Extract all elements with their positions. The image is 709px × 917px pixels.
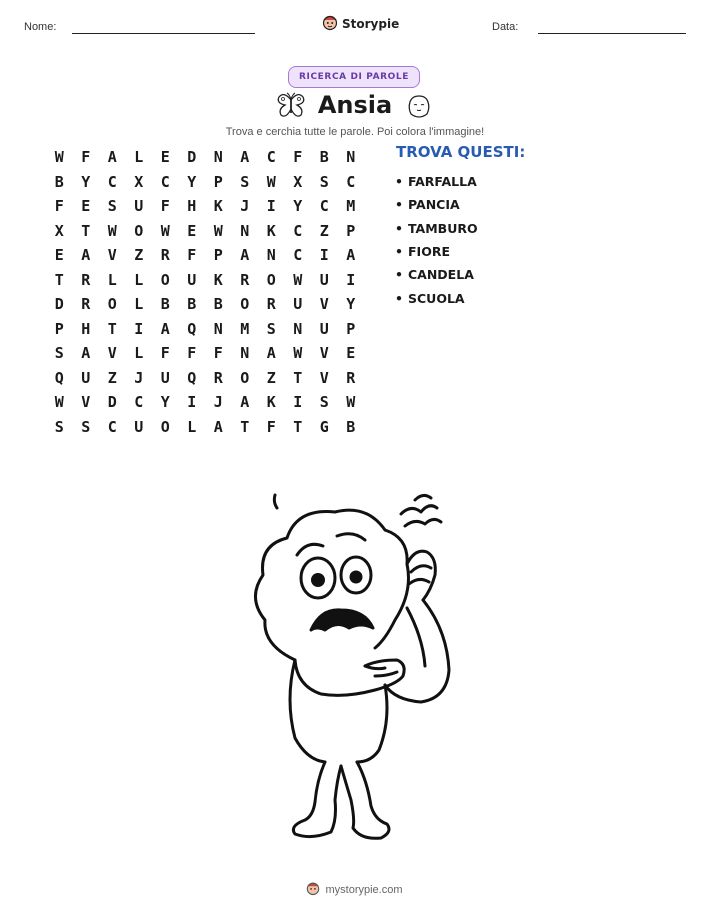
grid-cell[interactable]: L bbox=[134, 344, 144, 363]
grid-cell[interactable]: L bbox=[134, 148, 144, 167]
grid-cell[interactable]: N bbox=[213, 148, 223, 167]
grid-cell[interactable]: O bbox=[240, 295, 250, 314]
date-label: Data: bbox=[492, 21, 519, 33]
grid-cell[interactable]: T bbox=[240, 417, 250, 436]
grid-cell[interactable]: J bbox=[240, 197, 250, 216]
grid-cell[interactable]: S bbox=[54, 417, 64, 436]
grid-cell[interactable]: T bbox=[107, 319, 117, 338]
grid-cell[interactable]: I bbox=[134, 319, 144, 338]
date-line bbox=[538, 33, 686, 34]
grid-cell[interactable]: Z bbox=[107, 368, 117, 387]
grid-cell[interactable]: W bbox=[213, 221, 223, 240]
grid-cell[interactable]: K bbox=[213, 197, 223, 216]
worksheet-type-badge: RICERCA DI PAROLE bbox=[288, 66, 420, 88]
grid-cell[interactable]: U bbox=[160, 368, 170, 387]
grid-cell[interactable]: R bbox=[160, 246, 170, 265]
grid-cell[interactable]: O bbox=[160, 270, 170, 289]
grid-cell[interactable]: B bbox=[54, 172, 64, 191]
grid-cell[interactable]: I bbox=[319, 246, 329, 265]
word-item: • FIORE bbox=[395, 240, 478, 263]
grid-cell[interactable]: I bbox=[346, 270, 356, 289]
grid-cell[interactable]: Q bbox=[54, 368, 64, 387]
grid-cell[interactable]: K bbox=[266, 221, 276, 240]
grid-cell[interactable]: V bbox=[81, 393, 91, 412]
grid-cell[interactable]: S bbox=[319, 393, 329, 412]
grid-cell[interactable]: E bbox=[346, 344, 356, 363]
grid-cell[interactable]: Y bbox=[160, 393, 170, 412]
grid-cell[interactable]: W bbox=[54, 148, 64, 167]
grid-cell[interactable]: V bbox=[319, 368, 329, 387]
grid-cell[interactable]: U bbox=[134, 197, 144, 216]
grid-cell[interactable]: K bbox=[266, 393, 276, 412]
grid-cell[interactable]: R bbox=[213, 368, 223, 387]
grid-cell[interactable]: A bbox=[81, 246, 91, 265]
grid-cell[interactable]: A bbox=[213, 417, 223, 436]
anxious-character-illustration bbox=[225, 480, 515, 860]
grid-cell[interactable]: R bbox=[346, 368, 356, 387]
grid-cell[interactable]: N bbox=[213, 319, 223, 338]
name-label: Nome: bbox=[24, 21, 57, 33]
grid-cell[interactable]: S bbox=[319, 172, 329, 191]
grid-cell[interactable]: R bbox=[81, 270, 91, 289]
grid-cell[interactable]: U bbox=[293, 295, 303, 314]
grid-cell[interactable]: D bbox=[54, 295, 64, 314]
grid-cell[interactable]: C bbox=[107, 172, 117, 191]
grid-cell[interactable]: V bbox=[107, 246, 117, 265]
grid-cell[interactable]: T bbox=[293, 368, 303, 387]
grid-cell[interactable]: N bbox=[293, 319, 303, 338]
footer bbox=[0, 880, 709, 900]
grid-cell[interactable]: I bbox=[266, 197, 276, 216]
grid-cell[interactable]: K bbox=[213, 270, 223, 289]
calm-face-icon bbox=[406, 93, 432, 123]
grid-cell[interactable]: E bbox=[81, 197, 91, 216]
grid-cell[interactable]: P bbox=[54, 319, 64, 338]
grid-cell[interactable]: B bbox=[160, 295, 170, 314]
grid-cell[interactable]: F bbox=[266, 417, 276, 436]
grid-cell[interactable]: S bbox=[54, 344, 64, 363]
grid-cell[interactable]: V bbox=[319, 344, 329, 363]
grid-cell[interactable]: X bbox=[293, 172, 303, 191]
grid-cell[interactable]: Q bbox=[187, 319, 197, 338]
grid-cell[interactable]: Y bbox=[187, 172, 197, 191]
grid-cell[interactable]: P bbox=[346, 221, 356, 240]
grid-cell[interactable]: F bbox=[160, 344, 170, 363]
storypie-logo-icon bbox=[322, 13, 338, 35]
grid-cell[interactable]: N bbox=[240, 344, 250, 363]
grid-cell[interactable]: Z bbox=[319, 221, 329, 240]
grid-cell[interactable]: U bbox=[187, 270, 197, 289]
brand-logo bbox=[322, 13, 399, 35]
grid-cell[interactable]: S bbox=[266, 319, 276, 338]
grid-cell[interactable]: E bbox=[160, 148, 170, 167]
grid-cell[interactable]: L bbox=[134, 295, 144, 314]
storypie-logo-icon bbox=[306, 880, 320, 900]
grid-cell[interactable]: F bbox=[187, 344, 197, 363]
grid-cell[interactable]: I bbox=[187, 393, 197, 412]
grid-cell[interactable]: W bbox=[266, 172, 276, 191]
grid-cell[interactable]: U bbox=[134, 417, 144, 436]
grid-cell[interactable]: W bbox=[293, 270, 303, 289]
grid-cell[interactable]: C bbox=[134, 393, 144, 412]
grid-cell[interactable]: C bbox=[319, 197, 329, 216]
grid-cell[interactable]: A bbox=[240, 393, 250, 412]
word-item: • SCUOLA bbox=[395, 286, 478, 309]
grid-cell[interactable]: V bbox=[319, 295, 329, 314]
grid-cell[interactable]: D bbox=[187, 148, 197, 167]
grid-cell[interactable]: O bbox=[266, 270, 276, 289]
grid-cell[interactable]: H bbox=[81, 319, 91, 338]
grid-cell[interactable]: Z bbox=[134, 246, 144, 265]
grid-cell[interactable]: Q bbox=[187, 368, 197, 387]
grid-cell[interactable]: E bbox=[187, 221, 197, 240]
grid-cell[interactable]: S bbox=[240, 172, 250, 191]
grid-cell[interactable]: Z bbox=[266, 368, 276, 387]
grid-cell[interactable]: O bbox=[107, 295, 117, 314]
page-title: Ansia bbox=[317, 91, 393, 119]
word-item: • FARFALLA bbox=[395, 170, 478, 193]
grid-cell[interactable]: W bbox=[107, 221, 117, 240]
grid-cell[interactable]: C bbox=[346, 172, 356, 191]
grid-cell[interactable]: F bbox=[213, 344, 223, 363]
grid-cell[interactable]: L bbox=[107, 270, 117, 289]
grid-cell[interactable]: F bbox=[54, 197, 64, 216]
word-item: • PANCIA bbox=[395, 193, 478, 216]
instructions: Trova e cerchia tutte le parole. Poi colora l'immagine! bbox=[225, 126, 485, 138]
grid-cell[interactable]: X bbox=[54, 221, 64, 240]
grid-cell[interactable]: N bbox=[266, 246, 276, 265]
grid-cell[interactable]: J bbox=[213, 393, 223, 412]
grid-cell[interactable]: O bbox=[160, 417, 170, 436]
grid-cell[interactable]: A bbox=[240, 246, 250, 265]
grid-cell[interactable]: B bbox=[213, 295, 223, 314]
word-list-title: TROVA QUESTI: bbox=[396, 143, 526, 161]
word-item: • TAMBURO bbox=[395, 217, 478, 240]
grid-cell[interactable]: T bbox=[293, 417, 303, 436]
grid-cell[interactable]: C bbox=[107, 417, 117, 436]
grid-cell[interactable]: C bbox=[266, 148, 276, 167]
grid-cell[interactable]: W bbox=[54, 393, 64, 412]
grid-cell[interactable]: L bbox=[187, 417, 197, 436]
grid-cell[interactable]: B bbox=[187, 295, 197, 314]
grid-cell[interactable]: C bbox=[293, 221, 303, 240]
word-item: • CANDELA bbox=[395, 263, 478, 286]
grid-cell[interactable]: G bbox=[319, 417, 329, 436]
grid-cell[interactable]: P bbox=[346, 319, 356, 338]
grid-cell[interactable]: S bbox=[81, 417, 91, 436]
grid-cell[interactable]: O bbox=[240, 368, 250, 387]
grid-cell[interactable]: W bbox=[160, 221, 170, 240]
grid-cell[interactable]: Y bbox=[346, 295, 356, 314]
grid-cell[interactable]: B bbox=[319, 148, 329, 167]
grid-cell[interactable]: M bbox=[240, 319, 250, 338]
grid-cell[interactable]: F bbox=[81, 148, 91, 167]
brand-name: Storypie bbox=[342, 17, 400, 31]
grid-cell[interactable]: O bbox=[134, 221, 144, 240]
grid-cell[interactable]: R bbox=[81, 295, 91, 314]
grid-cell[interactable]: C bbox=[160, 172, 170, 191]
grid-cell[interactable]: F bbox=[187, 246, 197, 265]
grid-cell[interactable]: P bbox=[213, 172, 223, 191]
grid-cell[interactable]: W bbox=[293, 344, 303, 363]
grid-cell[interactable]: D bbox=[107, 393, 117, 412]
grid-cell[interactable]: T bbox=[54, 270, 64, 289]
grid-cell[interactable]: S bbox=[107, 197, 117, 216]
grid-cell[interactable]: V bbox=[107, 344, 117, 363]
grid-cell[interactable]: F bbox=[160, 197, 170, 216]
grid-cell[interactable]: H bbox=[187, 197, 197, 216]
grid-cell[interactable]: R bbox=[240, 270, 250, 289]
grid-cell[interactable]: E bbox=[54, 246, 64, 265]
grid-cell[interactable]: A bbox=[266, 344, 276, 363]
grid-cell[interactable]: T bbox=[81, 221, 91, 240]
grid-cell[interactable]: Y bbox=[81, 172, 91, 191]
grid-cell[interactable]: X bbox=[134, 172, 144, 191]
grid-cell[interactable]: A bbox=[81, 344, 91, 363]
grid-cell[interactable]: W bbox=[346, 393, 356, 412]
grid-cell[interactable]: F bbox=[293, 148, 303, 167]
footer-url: mystorypie.com bbox=[325, 884, 403, 896]
grid-cell[interactable]: U bbox=[319, 319, 329, 338]
grid-cell[interactable]: N bbox=[240, 221, 250, 240]
grid-cell[interactable]: C bbox=[293, 246, 303, 265]
grid-cell[interactable]: B bbox=[346, 417, 356, 436]
grid-cell[interactable]: L bbox=[134, 270, 144, 289]
grid-cell[interactable]: R bbox=[266, 295, 276, 314]
grid-cell[interactable]: Y bbox=[293, 197, 303, 216]
word-list bbox=[395, 170, 478, 310]
word-search-grid bbox=[46, 145, 364, 439]
grid-cell[interactable]: U bbox=[319, 270, 329, 289]
grid-cell[interactable]: A bbox=[346, 246, 356, 265]
grid-cell[interactable]: N bbox=[346, 148, 356, 167]
grid-cell[interactable]: A bbox=[240, 148, 250, 167]
grid-cell[interactable]: M bbox=[346, 197, 356, 216]
grid-cell[interactable]: J bbox=[134, 368, 144, 387]
grid-cell[interactable]: U bbox=[81, 368, 91, 387]
name-line bbox=[72, 33, 255, 34]
grid-cell[interactable]: A bbox=[107, 148, 117, 167]
grid-cell[interactable]: A bbox=[160, 319, 170, 338]
grid-cell[interactable]: P bbox=[213, 246, 223, 265]
grid-cell[interactable]: I bbox=[293, 393, 303, 412]
